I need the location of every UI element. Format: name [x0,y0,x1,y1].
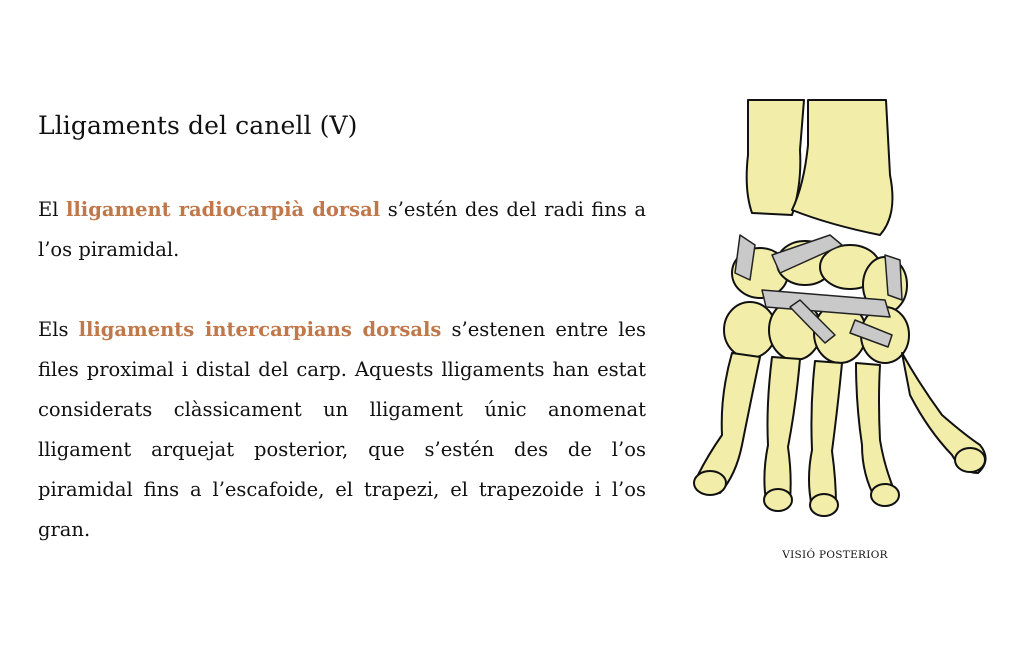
term-intercarpal-ligaments: lligaments intercarpians dorsals [78,318,442,341]
paragraph-radiocarpal [38,190,646,270]
p2-post: s’estenen entre les files proximal i distal del carp. Aquests lligaments han estat considerats clàssicament un lligament únic anomenat lligament arquejat posterior, que s’estén des de l’os piramidal fins a l’escafoide, el trapezi, el trapezoide i l’os gran. [38,318,647,541]
p1-pre: El [38,198,66,221]
p2-pre: Els [38,318,79,341]
hand-wrist-bones-posterior-icon [680,95,1010,525]
body-text [38,190,646,590]
figure-caption: VISIÓ POSTERIOR [782,549,888,561]
paragraph-intercarpal [38,310,646,550]
term-radiocarpal-ligament: lligament radiocarpià dorsal [65,198,381,221]
page-title: Lligaments del canell (V) [38,111,358,140]
p1-post: s’estén des del radi fins a l’os piramidal. [38,198,646,261]
